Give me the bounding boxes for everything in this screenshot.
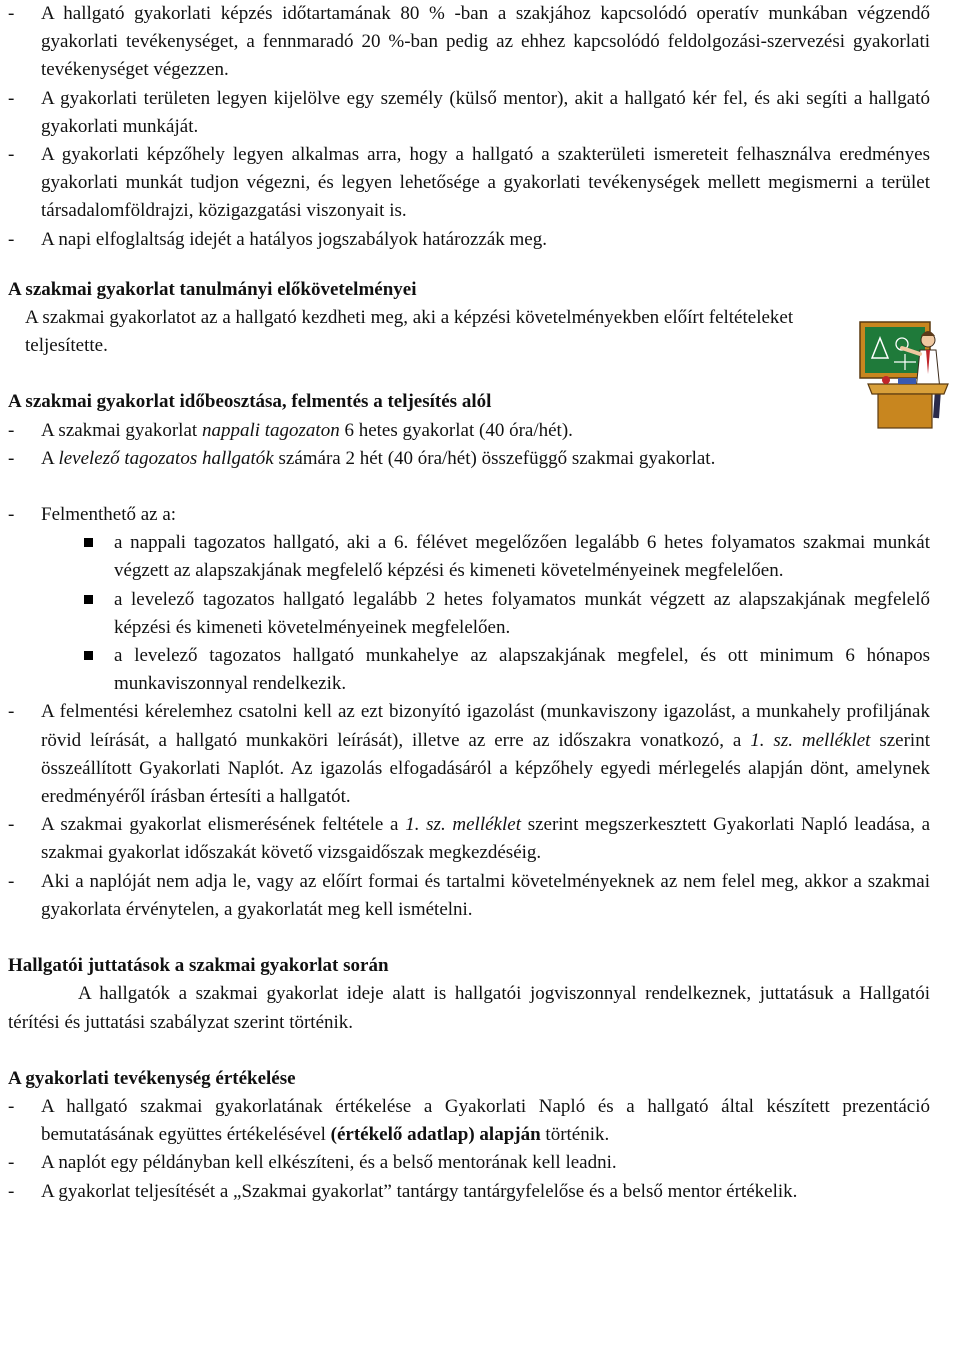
exempt-label: - Felmenthető az a: bbox=[8, 501, 930, 529]
list-item: - A felmentési kérelemhez csatolni kell az ezt bizonyító igazolást (munkaviszony igazolást, a munkahely profiljának rövid leírását, a hallgató munkaköri leírását), illetve az erre az időszakra vonatkozó, a 1. sz. melléklet szerint összeállított Gyakorlati Naplót. Az igazolás elfogadásáról a képzőhely egyedi mérlegelés alapján dönt, amelynek eredményéről írásban értesíti a hallgatót. bbox=[8, 698, 930, 811]
list-item: - A napi elfoglaltság idejét a hatályos jogszabályok határozzák meg. bbox=[8, 226, 930, 254]
list-item: - A hallgató szakmai gyakorlatának értékelése a Gyakorlati Napló és a hallgató által készített prezentáció bemutatásának együttes értékelésével (értékelő adatlap) alapján történik. bbox=[8, 1093, 930, 1149]
list-item: - A gyakorlat teljesítését a „Szakmai gyakorlat” tantárgy tantárgyfelelőse és a belső mentor értékelik. bbox=[8, 1178, 930, 1206]
list-item: - A hallgató gyakorlati képzés időtartamának 80 % -ban a szakjához kapcsolódó operatív munkában végzendő gyakorlati tevékenységet, a fennmaradó 20 %-ban pedig az ehhez kapcsolódó feldolgozási-szervezési gyakorlati tevékenységet végezzen. bbox=[8, 0, 930, 85]
benefits-text: A hallgatók a szakmai gyakorlat ideje alatt is hallgatói jogviszonnyal rendelkeznek, juttatásuk a Hallgatói térítési és juttatási szabályzat szerint történik. bbox=[8, 983, 930, 1033]
list-item: - A gyakorlati területen legyen kijelölve egy személy (külső mentor), akit a hallgató kér fel, és aki segíti a hallgató gyakorlati munkáját. bbox=[8, 85, 930, 141]
exempt-item: a levelező tagozatos hallgató legalább 2 hetes folyamatos munkát végzett az alapszakjának megfelelő képzési és kimeneti követelményeinek megfelelően. bbox=[8, 586, 930, 642]
exempt-item: a levelező tagozatos hallgató munkahelye az alapszakjának megfelel, és ott minimum 6 hónapos munkaviszonnyal rendelkezik. bbox=[8, 642, 930, 698]
list-item: - A szakmai gyakorlat elismerésének feltétele a 1. sz. melléklet szerint megszerkesztett Gyakorlati Napló leadása, a szakmai gyakorlat időszakát követő vizsgaidőszak megkezdéséig. bbox=[8, 811, 930, 867]
list-item: - A naplót egy példányban kell elkészíteni, és a belső mentorának kell leadni. bbox=[8, 1149, 930, 1177]
exempt-item: a nappali tagozatos hallgató, aki a 6. félévet megelőzően legalább 6 hetes folyamatos szakmai munkát végzett az alapszakjának megfelelő képzési és kimeneti követelményeinek megfelelően. bbox=[8, 529, 930, 585]
board-surface bbox=[865, 327, 925, 373]
list-item: - Aki a naplóját nem adja le, vagy az előírt formai és tartalmi követelményeknek az nem felel meg, akkor a szakmai gyakorlata érvénytelen, a gyakorlatát meg kell ismételni. bbox=[8, 868, 930, 924]
section-heading-schedule: A szakmai gyakorlat időbeosztása, felmentés a teljesítés alól bbox=[8, 391, 492, 413]
section-heading-benefits: Hallgatói juttatások a szakmai gyakorlat során bbox=[8, 955, 389, 977]
section-heading-eval: A gyakorlati tevékenység értékelése bbox=[8, 1067, 296, 1089]
list-item: - A gyakorlati képzőhely legyen alkalmas arra, hogy a hallgató a szakterületi ismereteit felhasználva eredményes gyakorlati munkát tudjon végezni, és legyen lehetősége a gyakorlati tevékenységek mellett megismerni a terület társadalomföldrajzi, közigazgatási viszonyait is. bbox=[8, 141, 930, 226]
section-heading-prereq: A szakmai gyakorlat tanulmányi előkövetelményei bbox=[8, 278, 417, 300]
list-item: - A szakmai gyakorlat nappali tagozaton 6 hetes gyakorlat (40 óra/hét). bbox=[8, 417, 930, 445]
desk-body bbox=[878, 394, 932, 428]
desk-top bbox=[868, 384, 948, 394]
document-page bbox=[8, 0, 930, 1206]
list-item: - A levelező tagozatos hallgatók számára 2 hét (40 óra/hét) összefüggő szakmai gyakorlat. bbox=[8, 445, 930, 473]
teacher-chalkboard-clipart bbox=[858, 318, 954, 430]
prereq-text: A szakmai gyakorlatot az a hallgató kezdheti meg, aki a képzési követelményekben előírt feltételeket teljesítette. bbox=[25, 307, 794, 357]
